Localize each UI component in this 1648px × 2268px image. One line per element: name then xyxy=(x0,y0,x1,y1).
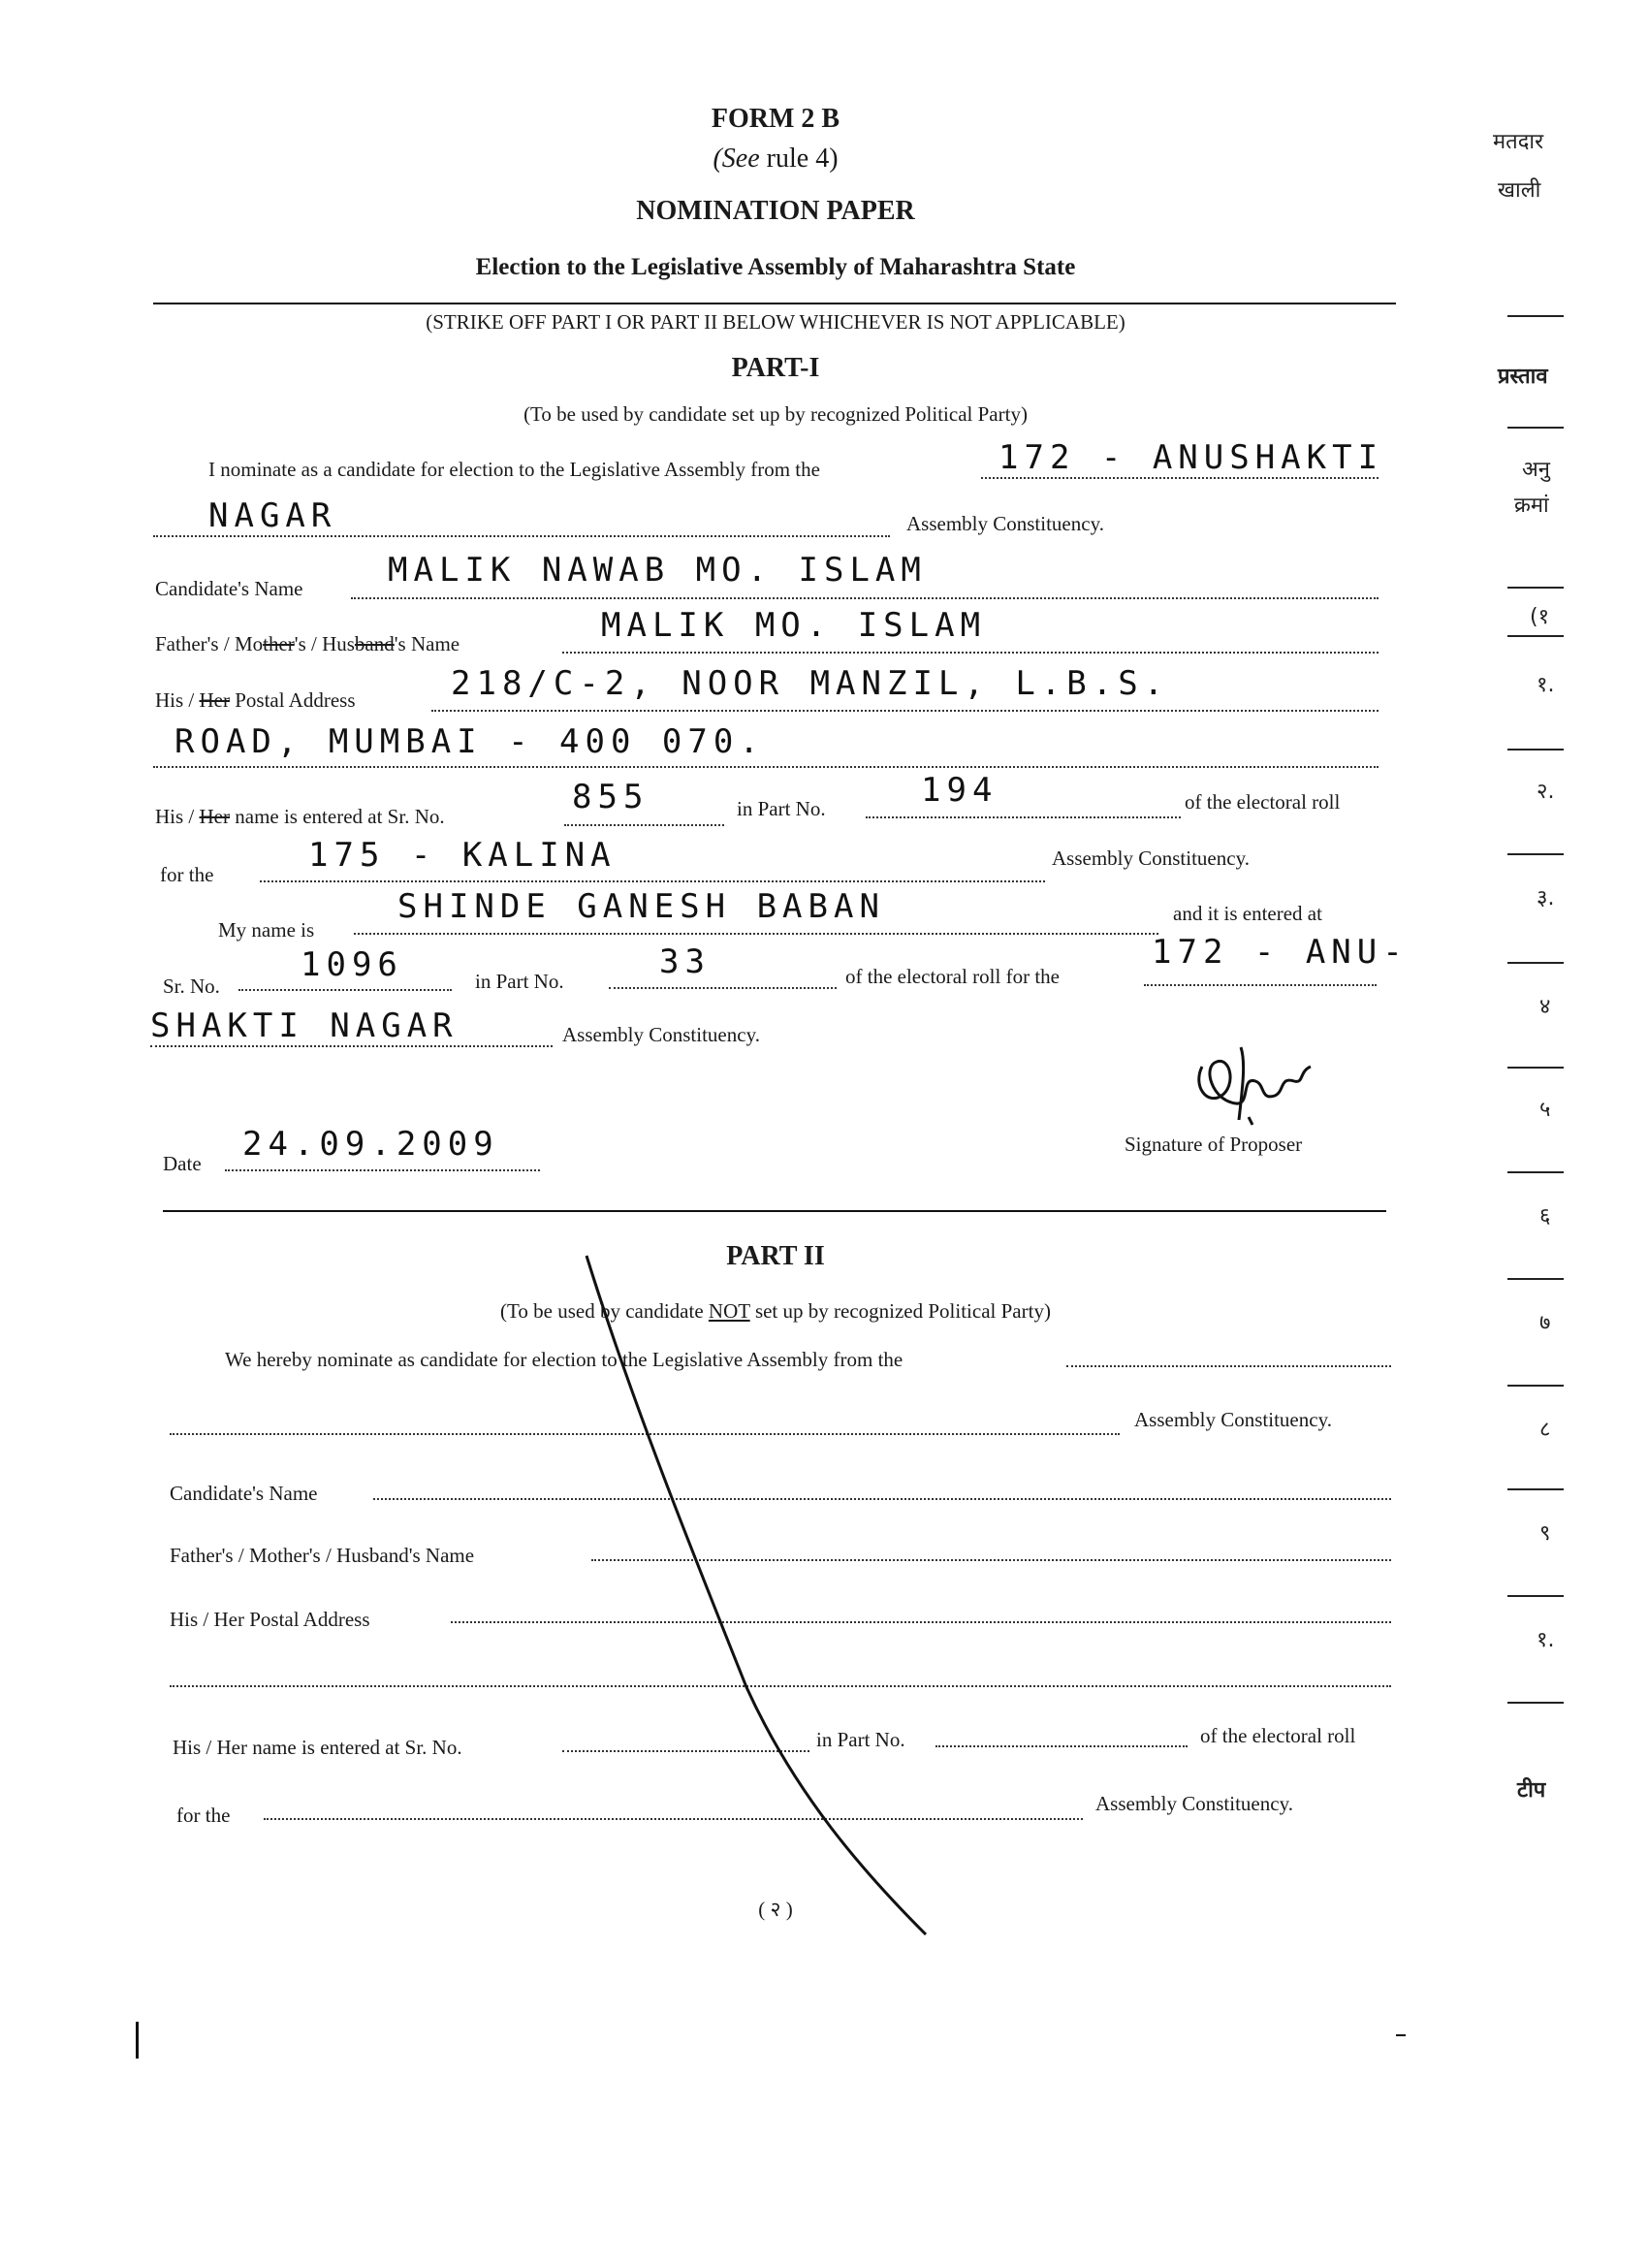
part2-heading: PART II xyxy=(726,1241,825,1271)
margin-text-anu2: क्रमां xyxy=(1514,494,1549,518)
part2-constituency-label-2: Assembly Constituency. xyxy=(1095,1792,1293,1815)
relation-label xyxy=(155,632,460,656)
part2-for-the-label: for the xyxy=(176,1804,231,1827)
nominate-value: 172 - ANUSHAKTI xyxy=(998,438,1384,477)
part-divider xyxy=(163,1210,1386,1212)
part2-nominate-line xyxy=(1066,1365,1391,1367)
relation-struck-mother: ther xyxy=(263,632,295,655)
constituency-label-2: Assembly Constituency. xyxy=(1052,847,1250,870)
margin-tick xyxy=(1507,1488,1564,1490)
part2-part-no-line xyxy=(935,1745,1188,1747)
constituency-line xyxy=(153,535,890,537)
for-the-label: for the xyxy=(160,863,214,886)
margin-tick xyxy=(1507,853,1564,855)
margin-tick xyxy=(1507,635,1564,637)
sr-no-line xyxy=(564,824,724,826)
entered-text: name is entered at Sr. No. xyxy=(235,805,445,828)
page-number: ( २ ) xyxy=(758,1898,793,1921)
address-line1 xyxy=(431,710,1379,712)
margin-mark-4: ४ xyxy=(1539,995,1551,1019)
constituency-label-3: Assembly Constituency. xyxy=(562,1023,760,1046)
proposer-part-no-value: 33 xyxy=(659,942,711,981)
address-text: Postal Address xyxy=(235,688,356,712)
relation-part-b: 's / Hus xyxy=(294,632,355,655)
part2-candidate-name-label: Candidate's Name xyxy=(170,1482,318,1505)
part2-sub-prefix: (To be used by candidate xyxy=(500,1299,704,1323)
address-label xyxy=(155,688,356,713)
candidate-name-label: Candidate's Name xyxy=(155,577,303,600)
margin-mark-9: ९ xyxy=(1539,1521,1551,1546)
proposer-signature xyxy=(1183,1028,1328,1134)
part2-constituency-label: Assembly Constituency. xyxy=(1134,1408,1332,1431)
paper-title: NOMINATION PAPER xyxy=(636,196,915,226)
address-line2 xyxy=(153,766,1379,768)
nominate-line xyxy=(981,477,1379,479)
proposer-constituency-line2 xyxy=(150,1045,553,1047)
margin-text-note: टीप xyxy=(1517,1778,1546,1803)
address-struck-her: Her xyxy=(199,688,230,712)
constituency-value: NAGAR xyxy=(208,496,337,535)
for-the-value: 175 - KALINA xyxy=(308,836,617,875)
address-his: His / xyxy=(155,688,195,712)
margin-text-anu1: अनु xyxy=(1522,458,1551,482)
margin-text-proposal: प्रस्ताव xyxy=(1498,365,1548,389)
relation-part-c: 's Name xyxy=(394,632,460,655)
father-name-value: MALIK MO. ISLAM xyxy=(601,606,987,645)
margin-mark-10: १. xyxy=(1537,1628,1555,1652)
address-value2: ROAD, MUMBAI - 400 070. xyxy=(174,722,765,761)
sr-no-value: 855 xyxy=(572,778,650,816)
margin-mark-5: ५ xyxy=(1539,1098,1551,1122)
in-part-label-2: in Part No. xyxy=(475,970,564,993)
margin-mark-2: २. xyxy=(1537,780,1555,804)
entered-his: His / xyxy=(155,805,195,828)
for-the-line xyxy=(260,880,1045,882)
date-label: Date xyxy=(163,1152,202,1175)
relation-part-a: Father's / Mo xyxy=(155,632,264,655)
margin-tick xyxy=(1507,1702,1564,1704)
candidate-name-line xyxy=(351,597,1379,599)
part1-heading: PART-I xyxy=(731,353,820,383)
margin-mark-right xyxy=(1396,2034,1406,2036)
see-rule xyxy=(0,144,1551,175)
margin-mark-3: ३. xyxy=(1537,886,1555,910)
form-number: FORM 2 B xyxy=(711,104,840,134)
margin-mark-1: १. xyxy=(1537,673,1555,697)
father-name-line xyxy=(562,652,1379,654)
margin-text-voter: मतदार xyxy=(1493,130,1544,154)
margin-text-below: खाली xyxy=(1498,178,1541,203)
entered-label xyxy=(155,805,445,829)
proposer-name-value: SHINDE GANESH BABAN xyxy=(397,887,885,926)
margin-tick xyxy=(1507,315,1564,317)
proposer-constituency-value2: SHAKTI NAGAR xyxy=(150,1006,459,1045)
proposer-sr-no-value: 1096 xyxy=(301,945,403,984)
constituency-label: Assembly Constituency. xyxy=(906,512,1104,535)
nominate-label: I nominate as a candidate for election to the Legislative Assembly from the xyxy=(208,458,820,481)
sr-no-label: Sr. No. xyxy=(163,974,220,998)
proposer-part-no-line xyxy=(609,987,837,989)
margin-mark-8: ८ xyxy=(1539,1418,1551,1442)
relation-struck-husband: band xyxy=(354,632,395,655)
margin-tick xyxy=(1507,587,1564,589)
in-part-label: in Part No. xyxy=(737,797,826,820)
margin-tick xyxy=(1507,1171,1564,1173)
margin-mark-6: ६ xyxy=(1539,1204,1551,1229)
margin-tick xyxy=(1507,962,1564,964)
margin-mark-7: ७ xyxy=(1539,1311,1551,1335)
proposer-sr-no-line xyxy=(238,989,452,991)
part2-sub-suffix: set up by recognized Political Party) xyxy=(754,1299,1051,1323)
candidate-name-value: MALIK NAWAB MO. ISLAM xyxy=(388,551,927,590)
part-no-line xyxy=(866,816,1181,818)
see-rule-prefix: (See xyxy=(713,144,760,174)
margin-mark-0: (१ xyxy=(1530,605,1550,629)
part2-relation-label: Father's / Mother's / Husband's Name xyxy=(170,1544,475,1567)
entered-at-label: and it is entered at xyxy=(1173,902,1322,925)
part2-electoral-roll-label: of the electoral roll xyxy=(1200,1724,1356,1747)
part2-strike-line xyxy=(572,1251,940,1949)
proposer-constituency-value1: 172 - ANU- xyxy=(1152,933,1409,972)
electoral-roll-label: of the electoral roll xyxy=(1185,790,1341,814)
margin-tick xyxy=(1507,1067,1564,1069)
signature-label: Signature of Proposer xyxy=(1125,1133,1303,1156)
date-line xyxy=(225,1169,540,1171)
margin-mark-left xyxy=(136,2022,139,2059)
part2-sub-not: NOT xyxy=(708,1299,750,1323)
part2-in-part-label: in Part No. xyxy=(816,1728,905,1751)
electoral-roll-for-label: of the electoral roll for the xyxy=(845,965,1060,988)
proposer-name-line xyxy=(354,933,1158,935)
part2-address-label: His / Her Postal Address xyxy=(170,1608,370,1631)
entered-struck-her: Her xyxy=(199,805,230,828)
margin-tick xyxy=(1507,1595,1564,1597)
margin-tick xyxy=(1507,749,1564,751)
header-rule xyxy=(153,303,1396,304)
election-title: Election to the Legislative Assembly of Maharashtra State xyxy=(475,254,1076,280)
my-name-label: My name is xyxy=(218,918,315,942)
part-no-value: 194 xyxy=(921,771,998,810)
date-value: 24.09.2009 xyxy=(242,1125,499,1164)
margin-tick xyxy=(1507,427,1564,429)
strike-instruction: (STRIKE OFF PART I OR PART II BELOW WHICHEVER IS NOT APPLICABLE) xyxy=(426,310,1125,334)
margin-tick xyxy=(1507,1385,1564,1387)
part2-entered-label: His / Her name is entered at Sr. No. xyxy=(173,1736,462,1759)
part2-nominate-label: We hereby nominate as candidate for election to the Legislative Assembly from the xyxy=(225,1348,903,1371)
margin-tick xyxy=(1507,1278,1564,1280)
address-value1: 218/C-2, NOOR MANZIL, L.B.S. xyxy=(451,664,1170,703)
proposer-constituency-line1 xyxy=(1144,984,1377,986)
see-rule-suffix: rule 4) xyxy=(766,144,839,174)
part1-subheading: (To be used by candidate set up by recognized Political Party) xyxy=(523,402,1028,426)
